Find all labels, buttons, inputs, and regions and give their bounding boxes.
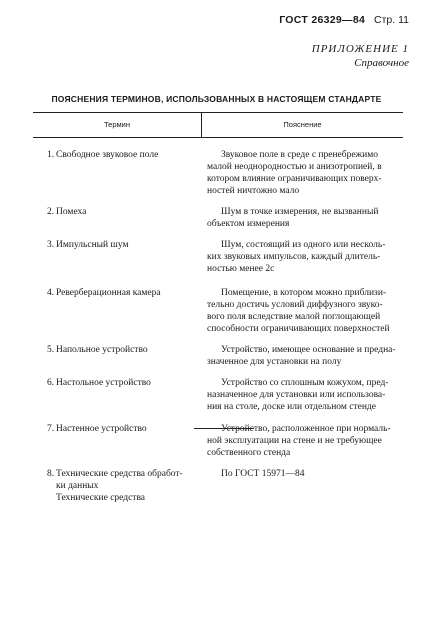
- page-number: Стр. 11: [374, 14, 409, 26]
- standard-number: ГОСТ 26329—84: [279, 14, 366, 26]
- term-text: [47, 206, 201, 218]
- table-row: [33, 149, 403, 197]
- term-text: [47, 423, 201, 435]
- table-row: [33, 344, 403, 368]
- term-number: 7.: [47, 424, 55, 434]
- explanation-line: Шум, состоящий из одного или несколь-: [221, 240, 386, 250]
- term-cell: [33, 206, 201, 230]
- table-top-rule: [33, 112, 403, 113]
- explanation-cell: [201, 468, 403, 504]
- explanation-line: Устройство, имеющее основание и предна-: [221, 345, 396, 355]
- explanation-cell: [201, 239, 403, 275]
- explanation-line: котором влияние ограничивающих поверх-: [207, 174, 382, 184]
- terms-table-body: [33, 149, 403, 504]
- explanation-cell: [201, 344, 403, 368]
- appendix-type: Справочное: [354, 57, 409, 69]
- table-row: [33, 287, 403, 335]
- term-cell: [33, 468, 201, 504]
- term-text: Технические средства: [56, 493, 146, 503]
- table-row: [33, 468, 403, 504]
- table-row: [33, 206, 403, 230]
- term-label: Свободное звуковое поле: [56, 150, 159, 160]
- explanation-line: вого поля вследствие малой поглощающей: [207, 312, 381, 322]
- appendix-label: [312, 42, 409, 70]
- term-number: 8.: [47, 469, 55, 479]
- explanation-cell: [201, 206, 403, 230]
- term-text: [47, 149, 201, 161]
- section-title: ПОЯСНЕНИЯ ТЕРМИНОВ, ИСПОЛЬЗОВАННЫХ В НАСТОЯЩЕМ СТАНДАРТЕ: [51, 94, 382, 104]
- term-label: Импульсный шум: [56, 240, 129, 250]
- term-cell: [33, 423, 201, 459]
- explanation-line: ностей ничтожно мало: [207, 186, 300, 196]
- term-number: 5.: [47, 345, 55, 355]
- explanation-line: Устройство со сплошным кожухом, пред-: [221, 378, 389, 388]
- explanation-cell: [201, 149, 403, 197]
- explanation-line: объектом измерения: [207, 219, 290, 229]
- explanation-line: способности ограничивающих поверхностей: [207, 324, 390, 334]
- table-row: [33, 239, 403, 275]
- term-text: [47, 468, 201, 480]
- explanation-line: малой неоднородностью и анизотропией, в: [207, 162, 382, 172]
- term-text: [47, 287, 201, 299]
- page-header: [279, 14, 409, 26]
- term-text: ки данных: [56, 481, 99, 491]
- term-label: Настенное устройство: [56, 424, 147, 434]
- column-header-term: Термин: [104, 120, 130, 129]
- end-rule: [194, 428, 254, 429]
- explanation-line: Помещение, в котором можно приблизи-: [221, 288, 387, 298]
- term-label: Помеха: [56, 207, 87, 217]
- explanation-line: собственного стенда: [207, 448, 291, 458]
- explanation-cell: [201, 377, 403, 413]
- explanation-line: Устройство, расположенное при нормаль-: [221, 424, 391, 434]
- appendix-name: ПРИЛОЖЕНИЕ 1: [311, 43, 409, 55]
- term-cell: [33, 239, 201, 275]
- term-label: Реверберационная камера: [56, 288, 161, 298]
- explanation-line: ния на столе, доске или отдельном стенде: [207, 402, 376, 412]
- explanation-line: ких звуковых импульсов, каждый длитель-: [207, 252, 381, 262]
- column-header-explanation: Пояснение: [283, 120, 322, 129]
- term-number: 4.: [47, 288, 55, 298]
- explanation-line: ной эксплуатации на стене и не требующее: [207, 436, 382, 446]
- table-row: [33, 377, 403, 413]
- explanation-line: тельно достичь условий диффузного звуко-: [207, 300, 383, 310]
- term-label: Технические средства обработ-: [56, 469, 183, 479]
- explanation-line: назначенное для установки или использова-: [207, 390, 386, 400]
- term-text: [47, 344, 201, 356]
- term-cell: [33, 377, 201, 413]
- table-header-rule: [33, 137, 403, 138]
- term-text: [47, 377, 201, 389]
- term-number: 1.: [47, 150, 55, 160]
- explanation-line: Шум в точке измерения, не вызванный: [221, 207, 379, 217]
- explanation-line: ностью менее 2с: [207, 264, 275, 274]
- term-text: [47, 239, 201, 251]
- term-cell: [33, 344, 201, 368]
- explanation-cell: [201, 287, 403, 335]
- explanation-line: значенное для установки на полу: [207, 357, 342, 367]
- term-number: 3.: [47, 240, 55, 250]
- term-number: 2.: [47, 207, 55, 217]
- explanation-line: Звуковое поле в среде с пренебрежимо: [221, 150, 378, 160]
- term-label: Настольное устройство: [56, 378, 151, 388]
- term-number: 6.: [47, 378, 55, 388]
- term-cell: [33, 149, 201, 197]
- explanation-line: По ГОСТ 15971—84: [221, 469, 305, 479]
- term-label: Напольное устройство: [56, 345, 148, 355]
- term-cell: [33, 287, 201, 335]
